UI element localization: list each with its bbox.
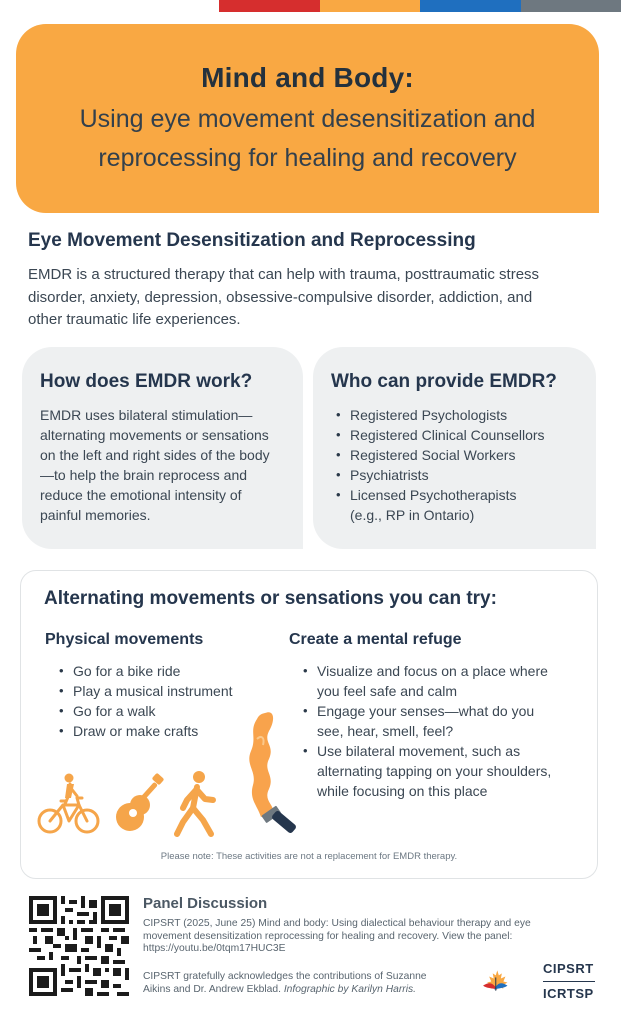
how-line: EMDR uses bilateral stimulation— <box>40 407 253 423</box>
hero-banner <box>16 24 599 213</box>
list-item-text: you feel safe and calm <box>317 683 458 699</box>
intro-line: other traumatic life experiences. <box>28 311 241 328</box>
list-item: • Psychiatrists <box>331 465 545 485</box>
color-bar-orange <box>320 0 421 12</box>
cipsrt-maple-leaf-logo <box>480 955 540 1005</box>
alternating-movements-panel <box>20 570 598 879</box>
list-item: • Go for a bike ride <box>54 661 285 681</box>
bicycle-rider-icon <box>37 771 101 835</box>
refuge-heading: Create a mental refuge <box>289 631 462 648</box>
logo-divider <box>543 981 595 982</box>
list-item: • Go for a walk <box>54 701 285 721</box>
alternating-heading: Alternating movements or sensations you can try: <box>44 588 497 609</box>
color-bar-red <box>219 0 320 12</box>
cipsrt-logo-text <box>543 961 595 1001</box>
logo-text-top: CIPSRT <box>543 961 594 976</box>
list-item-text: alternating tapping on your shoulders, <box>317 763 552 779</box>
how-heading: How does EMDR work? <box>40 371 253 392</box>
top-color-bar <box>219 0 621 12</box>
list-item-text: Visualize and focus on a place where <box>317 663 548 679</box>
how-emdr-works-card <box>22 347 303 549</box>
intro-heading: Eye Movement Desensitization and Reprocessing <box>28 230 476 251</box>
how-line: painful memories. <box>40 507 151 523</box>
list-item <box>298 741 589 801</box>
list-item-text: Licensed Psychotherapists <box>350 487 517 503</box>
how-line: alternating movements or sensations <box>40 427 269 443</box>
intro-text <box>28 264 598 332</box>
who-provides-emdr-card <box>313 347 596 549</box>
intro-line: disorder, anxiety, depression, obsessive-compulsive disorder, addiction, and <box>28 288 533 306</box>
subtitle-line: Using eye movement desensitization and <box>79 105 536 133</box>
how-line: on the left and right sides of the body <box>40 447 270 463</box>
list-item <box>331 485 545 525</box>
walking-person-icon <box>173 770 223 838</box>
guitar-icon <box>109 773 169 835</box>
panel-discussion-heading: Panel Discussion <box>143 895 268 912</box>
subtitle-line: reprocessing for healing and recovery <box>98 144 517 172</box>
physical-heading: Physical movements <box>45 631 204 648</box>
provider-list <box>331 405 545 525</box>
panel-link[interactable]: https://youtu.be/0tqm17HUC3E <box>143 943 286 954</box>
list-item-text: (e.g., RP in Ontario) <box>350 507 475 523</box>
acknowledgement-text <box>143 970 463 996</box>
refuge-list <box>298 661 589 801</box>
how-line: —to help the brain reprocess and <box>40 467 248 483</box>
disclaimer-note: Please note: These activities are not a replacement for EMDR therapy. <box>160 851 458 862</box>
qr-code-icon[interactable] <box>29 896 129 996</box>
color-bar-gray <box>521 0 621 12</box>
color-bar-blue <box>420 0 521 12</box>
page-subtitle <box>16 100 599 178</box>
list-item: • Draw or make crafts <box>54 721 285 741</box>
how-text <box>40 405 292 525</box>
list-item <box>298 661 589 701</box>
list-item <box>298 701 589 741</box>
ack-line: CIPSRT gratefully acknowledges the contributions of Suzanne <box>143 971 427 982</box>
list-item: • Play a musical instrument <box>54 681 285 701</box>
list-item-text: Use bilateral movement, such as <box>317 743 521 759</box>
list-item: • Registered Psychologists <box>331 405 545 425</box>
how-line: reduce the emotional intensity of <box>40 487 242 503</box>
infographic-credit: Infographic by Karilyn Harris. <box>283 984 417 995</box>
citation-line: movement desensitization reprocessing for healing and recovery. View the panel: <box>143 930 513 942</box>
list-item-text: see, hear, smell, feel? <box>317 723 454 739</box>
mental-refuge-column <box>289 631 589 801</box>
intro-line: EMDR is a structured therapy that can help with trauma, posttraumatic stress <box>28 266 540 283</box>
list-item: • Registered Clinical Counsellors <box>331 425 545 445</box>
list-item-text: while focusing on this place <box>317 783 488 799</box>
footer <box>0 893 621 1024</box>
ack-line: Aikins and Dr. Andrew Ekblad. <box>143 984 281 995</box>
list-item: • Registered Social Workers <box>331 445 545 465</box>
intro-section <box>28 230 598 332</box>
citation-text <box>143 918 593 956</box>
page-title: Mind and Body: <box>201 62 414 93</box>
who-heading: Who can provide EMDR? <box>331 371 557 392</box>
logo-text-bottom: ICRTSP <box>543 986 594 1001</box>
citation-line: CIPSRT (2025, June 25) Mind and body: Using dialectical behaviour therapy and eye <box>143 918 531 929</box>
paintbrush-icon <box>235 709 301 839</box>
list-item-text: Engage your senses—what do you <box>317 703 535 719</box>
